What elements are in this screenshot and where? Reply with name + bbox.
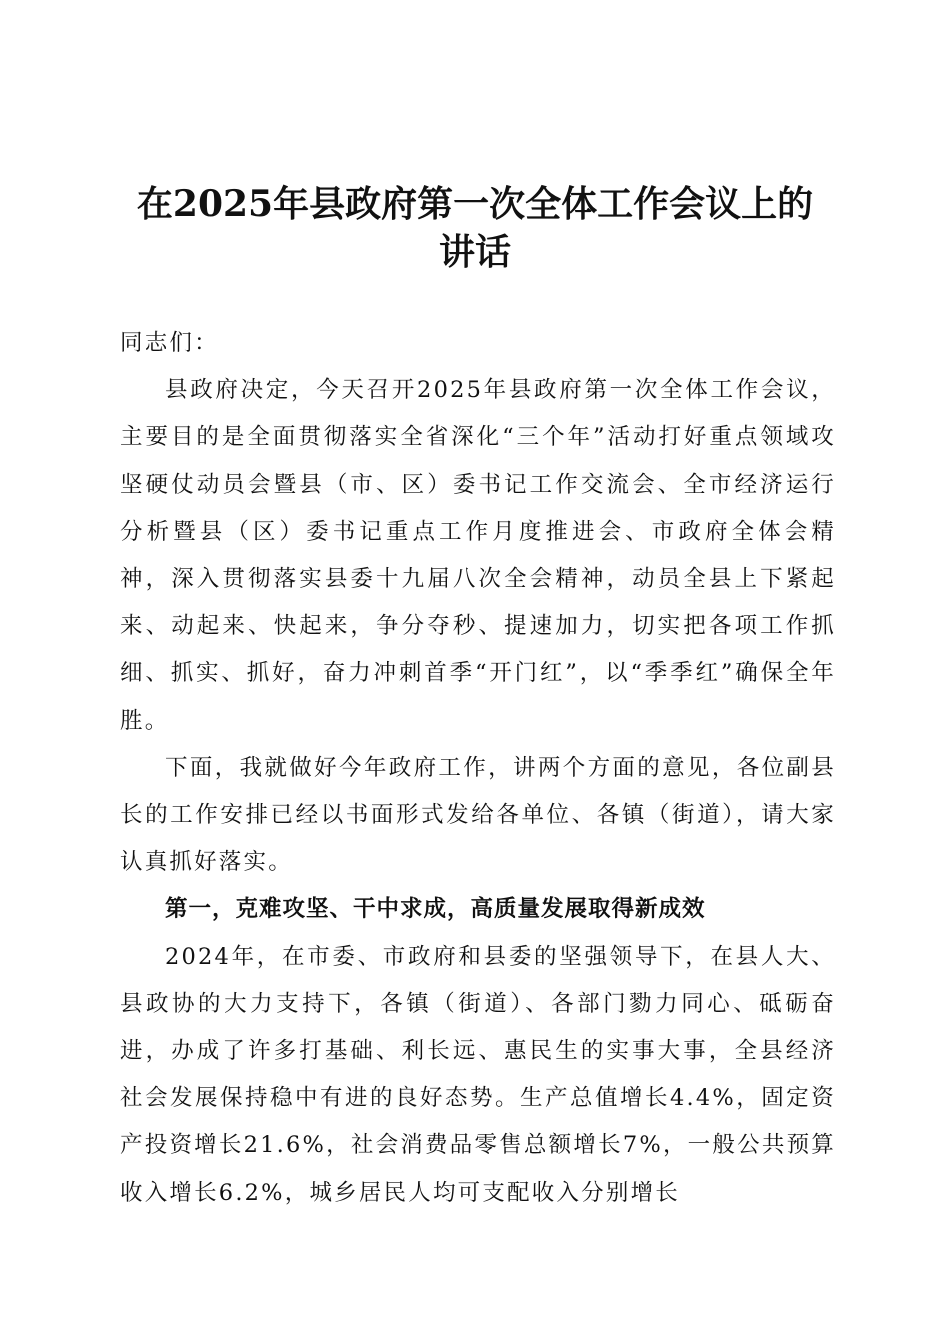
section-paragraph: 2024年，在市委、市政府和县委的坚强领导下，在县人大、县政协的大力支持下，各镇（街道）、各部门勠力同心、砥砺奋进，办成了许多打基础、利长远、惠民生的实事大事，全县经济社会发展保持稳中有进的良好态势。生产总值增长4.4%，固定资产投资增长21.6%，社会消费品零售总额增长7%，一般公共预算收入增长6.2%，城乡居民人均可支配收入分别增长 <box>120 943 836 1206</box>
document-title: 在2025年县政府第一次全体工作会议上的讲话 <box>136 183 814 273</box>
opening-paragraph: 县政府决定，今天召开2025年县政府第一次全体工作会议，主要目的是全面贯彻落实全省深化“三个年”活动打好重点领域攻坚硬仗动员会暨县（市、区）委书记工作交流会、全市经济运行分析暨县（区）委书记重点工作月度推进会、市政府全体会精神，深入贯彻落实县委十九届八次全会精神，动员全县上下紧起来、动起来、快起来，争分夺秒、提速加力，切实把各项工作抓细、抓实、抓好，奋力冲刺首季“开门红”，以“季季红”确保全年胜。 <box>120 377 836 734</box>
section-heading: 第一，克难攻坚、干中求成，高质量发展取得新成效 <box>165 896 706 923</box>
salutation: 同志们： <box>120 330 219 356</box>
overview-paragraph: 下面，我就做好今年政府工作，讲两个方面的意见，各位副县长的工作安排已经以书面形式发给各单位、各镇（街道），请大家认真抓好落实。 <box>120 754 836 876</box>
document-body <box>120 320 836 1217</box>
